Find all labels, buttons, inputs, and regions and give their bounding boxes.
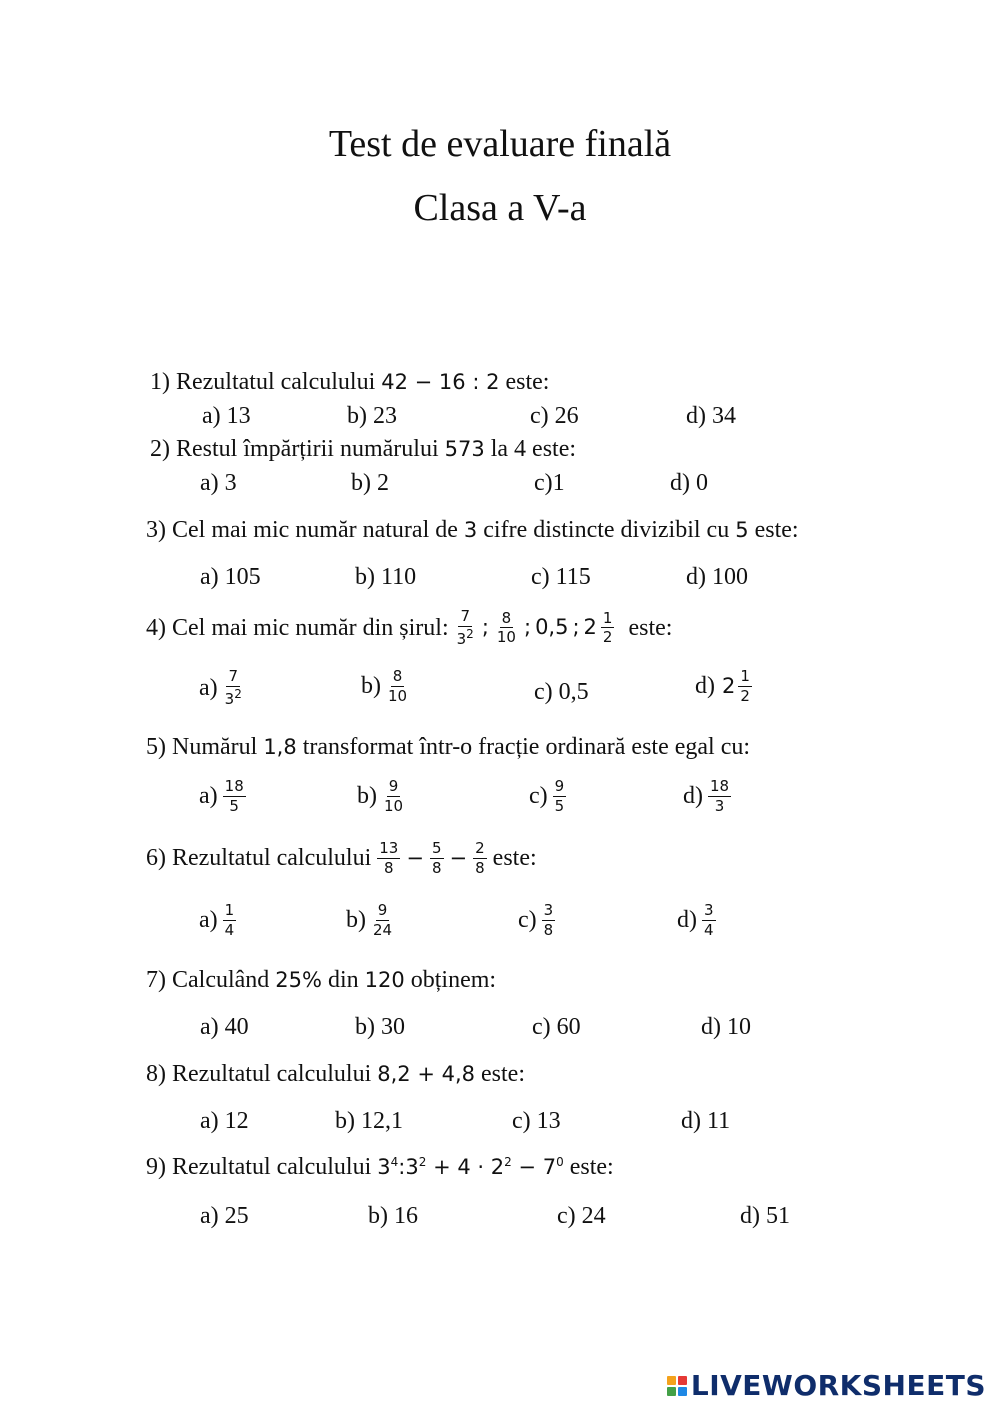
q7-option-a[interactable]: a) 40	[200, 1014, 249, 1040]
q5-option-b[interactable]: b) $\frac{9}{10}$	[357, 777, 404, 815]
liveworksheets-logo	[667, 1369, 986, 1402]
question-8: 8) Rezultatul calculului 8,2 + 4,8 este:	[146, 1061, 525, 1087]
q2-option-c[interactable]: c)1	[534, 470, 565, 496]
logo-block	[678, 1387, 687, 1396]
question-1: 1) Rezultatul calculului 42 − 16 : 2 este:	[150, 369, 550, 395]
q3-option-a[interactable]: a) 105	[200, 564, 261, 590]
q3-option-c[interactable]: c) 115	[531, 564, 591, 590]
q8-option-a[interactable]: a) 12	[200, 1108, 249, 1134]
q9-option-a[interactable]: a) 25	[200, 1203, 249, 1229]
logo-text: LIVEWORKSHEETS	[690, 1369, 986, 1402]
q1-option-b[interactable]: b) 23	[347, 403, 397, 429]
q1-option-c[interactable]: c) 26	[530, 403, 579, 429]
q3-option-d[interactable]: d) 100	[686, 564, 748, 590]
q5-option-c[interactable]: c) $\frac{9}{5}$	[529, 777, 565, 815]
logo-block	[678, 1376, 687, 1385]
question-2: 2) Restul împărțirii numărului 573 la 4 este:	[150, 436, 577, 462]
q4-option-a[interactable]: a) $\frac{7}{3^2}$	[199, 667, 242, 708]
logo-block	[667, 1387, 676, 1396]
q2-option-b[interactable]: b) 2	[351, 470, 389, 496]
q9-option-b[interactable]: b) 16	[368, 1203, 418, 1229]
q4-option-d[interactable]: d) 2 $\frac{1}{2}$	[695, 667, 750, 705]
question-3: 3) Cel mai mic număr natural de 3 cifre distincte divizibil cu 5 este:	[146, 517, 799, 543]
q8-option-b[interactable]: b) 12,1	[335, 1108, 403, 1134]
logo-block	[667, 1376, 676, 1385]
question-5: 5) Numărul 1,8 transformat într-o fracție ordinară este egal cu:	[146, 734, 751, 760]
page-subtitle: Clasa a V-a	[413, 187, 587, 229]
logo-blocks-icon	[667, 1376, 687, 1396]
q6-option-a[interactable]: a) $\frac{1}{4}$	[199, 901, 235, 939]
q5-option-d[interactable]: d) $\frac{18}{3}$	[683, 777, 730, 815]
q7-option-d[interactable]: d) 10	[701, 1014, 751, 1040]
q1-option-a[interactable]: a) 13	[202, 403, 251, 429]
q2-option-d[interactable]: d) 0	[670, 470, 708, 496]
q7-option-b[interactable]: b) 30	[355, 1014, 405, 1040]
q4-seq-fraction-2: $\frac{8}{10}$	[496, 608, 516, 646]
page-title: Test de evaluare finală	[328, 123, 672, 165]
q4-seq-mixed-fraction: $\frac{1}{2}$	[602, 608, 613, 646]
q7-option-c[interactable]: c) 60	[532, 1014, 581, 1040]
question-7: 7) Calculând 25% din 120 obținem:	[146, 967, 497, 993]
q8-option-c[interactable]: c) 13	[512, 1108, 561, 1134]
q9-option-d[interactable]: d) 51	[740, 1203, 790, 1229]
q8-option-d[interactable]: d) 11	[681, 1108, 731, 1134]
q6-option-d[interactable]: d) $\frac{3}{4}$	[677, 901, 714, 939]
question-9: 9) Rezultatul calculului $3^4:3^2 + 4 \cdot 2^2 - 7^0$ este:	[146, 1154, 614, 1180]
q9-option-c[interactable]: c) 24	[557, 1203, 606, 1229]
q4-option-c[interactable]: c) 0,5	[534, 679, 589, 705]
q4-seq-fraction-1: $\frac{7}{3^2}$	[456, 607, 474, 648]
question-6: 6) Rezultatul calculului $\frac{13}{8}$ − $\frac{5}{8}$ − $\frac{2}{8}$ este:	[146, 839, 537, 877]
q6-option-c[interactable]: c) $\frac{3}{8}$	[518, 901, 554, 939]
q4-option-b[interactable]: b) $\frac{8}{10}$	[361, 667, 408, 705]
q6-option-b[interactable]: b) $\frac{9}{24}$	[346, 901, 393, 939]
q2-option-a[interactable]: a) 3	[200, 470, 237, 496]
q5-option-a[interactable]: a) $\frac{18}{5}$	[199, 777, 244, 815]
q3-option-b[interactable]: b) 110	[355, 564, 417, 590]
question-4: 4) Cel mai mic număr din șirul: $\frac{7}{3^2}$ ; $\frac{8}{10}$ ; 0,5 ; 2 $\frac{1}{2}$ este:	[146, 607, 673, 648]
q1-option-d[interactable]: d) 34	[686, 403, 736, 429]
